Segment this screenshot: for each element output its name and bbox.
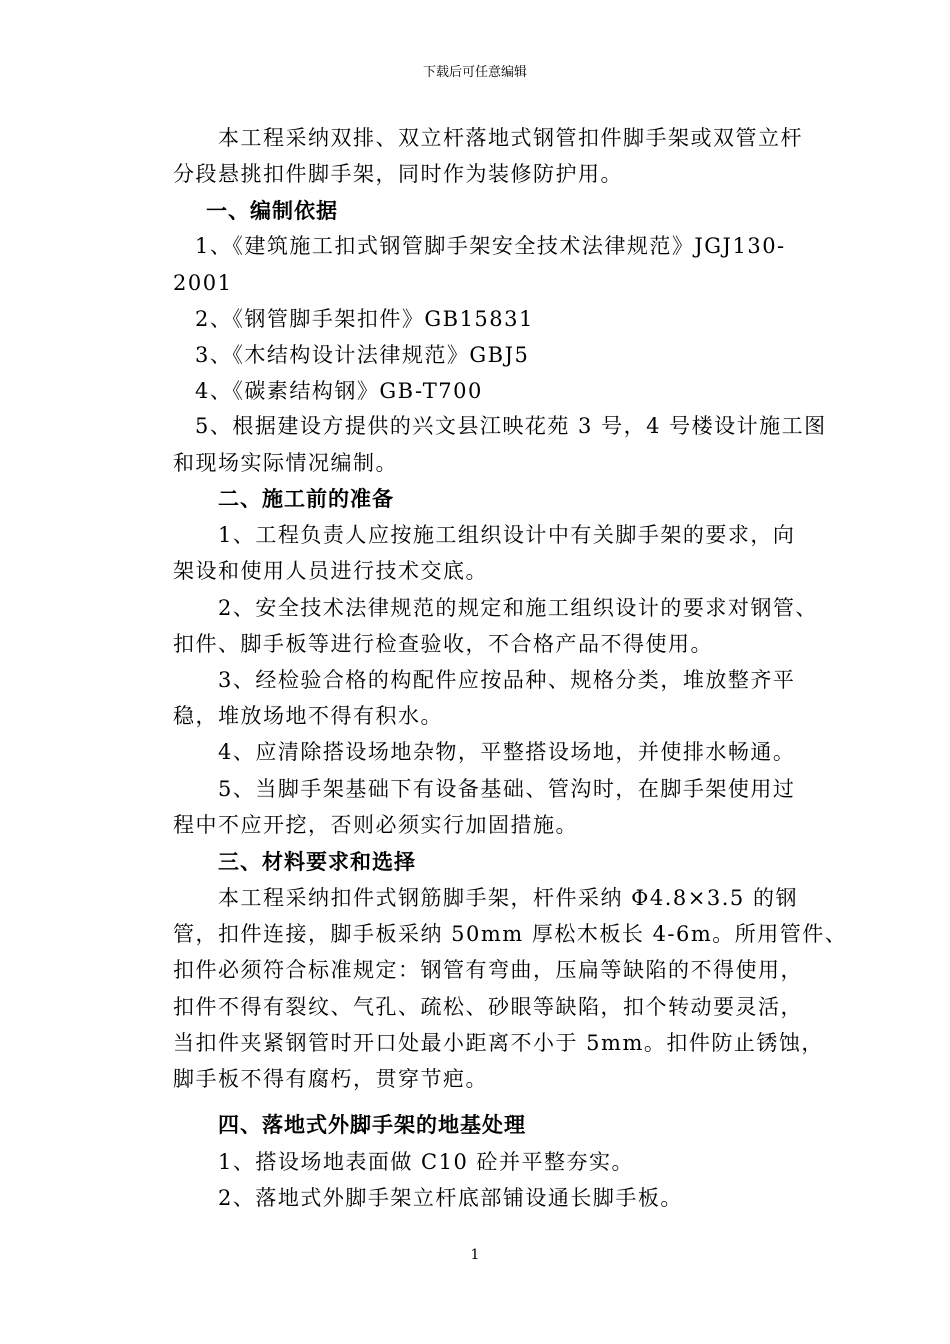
list-item-continuation: 2001 <box>173 271 233 295</box>
section-heading: 三、材料要求和选择 <box>218 850 416 874</box>
section-heading: 一、编制依据 <box>206 199 338 223</box>
paragraph-line: 3、经检验合格的构配件应按品种、规格分类，堆放整齐平 <box>218 668 796 692</box>
list-item: 2、《钢管脚手架扣件》GB15831 <box>195 307 534 331</box>
paragraph-line: 本工程采纳双排、双立杆落地式钢管扣件脚手架或双管立杆 <box>218 126 803 150</box>
paragraph-line: 管，扣件连接，脚手板采纳 50mm 厚松木板长 4-6m。所用管件、 <box>173 922 848 946</box>
paragraph-line: 稳，堆放场地不得有积水。 <box>173 704 443 728</box>
page-number: 1 <box>470 1247 480 1263</box>
paragraph-line: 1、工程负责人应按施工组织设计中有关脚手架的要求，向 <box>218 523 796 547</box>
paragraph-line: 本工程采纳扣件式钢筋脚手架，杆件采纳 Φ4.8×3.5 的钢 <box>218 886 798 910</box>
paragraph-line: 2、落地式外脚手架立杆底部铺设通长脚手板。 <box>218 1186 683 1210</box>
paragraph-line: 架设和使用人员进行技术交底。 <box>173 559 488 583</box>
page-header: 下载后可任意编辑 <box>422 65 527 80</box>
paragraph-line: 脚手板不得有腐朽，贯穿节疤。 <box>173 1067 488 1091</box>
paragraph-line: 5、当脚手架基础下有设备基础、管沟时，在脚手架使用过 <box>218 777 796 801</box>
paragraph-line: 程中不应开挖，否则必须实行加固措施。 <box>173 813 578 837</box>
paragraph-line: 当扣件夹紧钢管时开口处最小距离不小于 5mm。扣件防止锈蚀， <box>173 1031 824 1055</box>
list-item: 1、《建筑施工扣式钢管脚手架安全技术法律规范》JGJ130- <box>195 234 786 258</box>
section-heading: 二、施工前的准备 <box>218 487 394 511</box>
section-heading: 四、落地式外脚手架的地基处理 <box>218 1113 526 1137</box>
paragraph-line: 2、安全技术法律规范的规定和施工组织设计的要求对钢管、 <box>218 596 818 620</box>
list-item: 3、《木结构设计法律规范》GBJ5 <box>195 343 530 367</box>
paragraph-line: 扣件不得有裂纹、气孔、疏松、砂眼等缺陷，扣个转动要灵活， <box>173 995 803 1019</box>
list-item: 4、《碳素结构钢》GB-T700 <box>195 379 483 403</box>
list-item: 5、根据建设方提供的兴文县江映花苑 3 号，4 号楼设计施工图 <box>195 414 827 438</box>
paragraph-line: 分段悬挑扣件脚手架，同时作为装修防护用。 <box>173 162 623 186</box>
paragraph-line: 扣件、脚手板等进行检查验收，不合格产品不得使用。 <box>173 632 713 656</box>
paragraph-line: 1、搭设场地表面做 C10 砼并平整夯实。 <box>218 1150 634 1174</box>
list-item-continuation: 和现场实际情况编制。 <box>173 451 398 475</box>
paragraph-line: 4、应清除搭设场地杂物，平整搭设场地，并使排水畅通。 <box>218 740 796 764</box>
paragraph-line: 扣件必须符合标准规定：钢管有弯曲，压扁等缺陷的不得使用， <box>173 958 803 982</box>
